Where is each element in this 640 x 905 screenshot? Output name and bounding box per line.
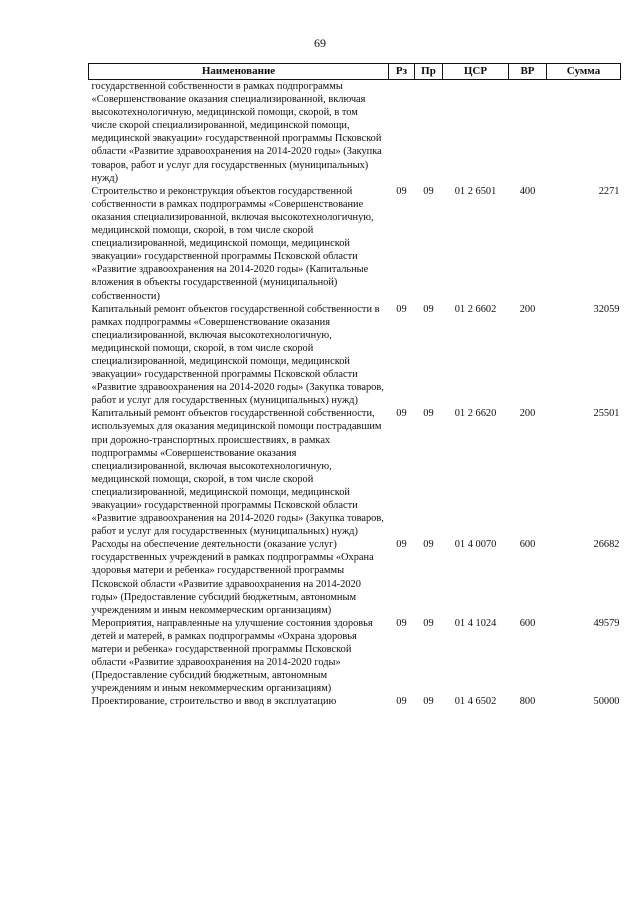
table-row xyxy=(89,695,621,708)
row-csr: 01 2 6602 xyxy=(454,303,497,315)
row-name: Проектирование, строительство и ввод в эксплуатацию xyxy=(91,696,337,708)
header-csr: ЦСР xyxy=(443,64,509,80)
header-row xyxy=(89,64,621,80)
row-vr xyxy=(509,80,547,185)
row-sum xyxy=(547,80,621,185)
table-body xyxy=(89,80,621,709)
row-sum: 2271 xyxy=(598,185,620,197)
row-csr: 01 2 6620 xyxy=(454,408,497,420)
row-vr: 800 xyxy=(519,696,536,708)
row-rz: 09 xyxy=(396,539,407,551)
row-csr xyxy=(443,80,509,185)
budget-table xyxy=(88,63,621,709)
header-pr: Пр xyxy=(415,64,443,80)
page-number: 69 xyxy=(314,36,326,50)
row-name: Капитальный ремонт объектов государственной собственности в рамках подпрограммы «Совершенствование оказания специализированной, включая высокотехнологичную, медицинской помощи, скорой, в том числе скорой специализированной, медицинской помощи, медицинской эвакуации» государственной программы Псковской области «Развитие здравоохранения на 2014-2020 годы» (Закупка товаров, работ и услуг для государственных (муниципальных) нужд) xyxy=(91,303,384,407)
header-vr: ВР xyxy=(509,64,547,80)
row-pr xyxy=(415,80,443,185)
row-sum: 26682 xyxy=(593,539,620,551)
row-vr: 400 xyxy=(519,185,536,197)
table-row xyxy=(89,185,621,303)
header-name: Наименование xyxy=(89,64,389,80)
table-row xyxy=(89,407,621,538)
row-rz: 09 xyxy=(396,303,407,315)
row-rz: 09 xyxy=(396,185,407,197)
table-row xyxy=(89,80,621,185)
row-csr: 01 2 6501 xyxy=(454,185,497,197)
row-vr: 200 xyxy=(519,408,536,420)
row-name: государственной собственности в рамках подпрограммы «Совершенствование оказания специализированной, включая высокотехнологичную, медицинской помощи, скорой, в том числе скорой специализированной, медицинской помощи, медицинской эвакуации» государственной программы Псковской области «Развитие здравоохранения на 2014-2020 годы» (Закупка товаров, работ и услуг для государственных (муниципальных) нужд) xyxy=(91,81,382,184)
row-name: Строительство и реконструкция объектов государственной собственности в рамках подпрограммы «Совершенствование оказания специализированной, включая высокотехнологичную, медицинской помощи, скорой, в том числе скорой специализированной, медицинской помощи, медицинской эвакуации» государственной программы Псковской области «Развитие здравоохранения на 2014-2020 годы» (Капитальные вложения в объекты государственной (муниципальной) собственности) xyxy=(91,185,374,302)
row-pr: 09 xyxy=(423,408,434,420)
row-rz: 09 xyxy=(396,408,407,420)
row-sum: 49579 xyxy=(593,617,620,629)
row-pr: 09 xyxy=(423,539,434,551)
table-row xyxy=(89,617,621,696)
row-csr: 01 4 1024 xyxy=(454,617,497,629)
budget-table-container xyxy=(88,63,620,709)
table-row xyxy=(89,538,621,617)
row-csr: 01 4 6502 xyxy=(454,696,497,708)
row-rz xyxy=(389,80,415,185)
row-pr: 09 xyxy=(423,617,434,629)
row-rz: 09 xyxy=(396,617,407,629)
header-sum: Сумма xyxy=(547,64,621,80)
row-name: Расходы на обеспечение деятельности (оказание услуг) государственных учреждений в рамках подпрограммы «Охрана здоровья матери и ребенка» государственной программы Псковской области «Развитие здравоохранения на 2014-2020 годы» (Предоставление субсидий бюджетным, автономным учреждениям и иным некоммерческим организациям) xyxy=(91,539,374,616)
row-sum: 25501 xyxy=(593,408,620,420)
header-rz: Рз xyxy=(389,64,415,80)
table-header xyxy=(89,64,621,80)
row-csr: 01 4 0070 xyxy=(454,539,497,551)
row-rz: 09 xyxy=(396,696,407,708)
row-sum: 32059 xyxy=(593,303,620,315)
row-vr: 200 xyxy=(519,303,536,315)
row-pr: 09 xyxy=(423,303,434,315)
row-pr: 09 xyxy=(423,185,434,197)
row-name: Мероприятия, направленные на улучшение состояния здоровья детей и матерей, в рамках подпрограммы «Охрана здоровья матери и ребенка» государственной программы Псковской области «Развитие здравоохранения на 2014-2020 годы» (Предоставление субсидий бюджетным, автономным учреждениям и иным некоммерческим организациям) xyxy=(91,617,373,695)
row-vr: 600 xyxy=(519,539,536,551)
row-pr: 09 xyxy=(423,696,434,708)
row-name: Капитальный ремонт объектов государственной собственности, используемых для оказания медицинской помощи пострадавшим при дорожно-транспортных происшествиях, в рамках подпрограммы «Совершенствование оказания специализированной, включая высокотехнологичную, медицинской помощи, скорой, в том числе скорой специализированной, медицинской помощи, медицинской эвакуации» государственной программы Псковской области «Развитие здравоохранения на 2014-2020 годы» (Закупка товаров, работ и услуг для государственных (муниципальных) нужд) xyxy=(91,408,384,538)
row-sum: 50000 xyxy=(593,696,620,708)
table-row xyxy=(89,303,621,408)
row-vr: 600 xyxy=(519,617,536,629)
